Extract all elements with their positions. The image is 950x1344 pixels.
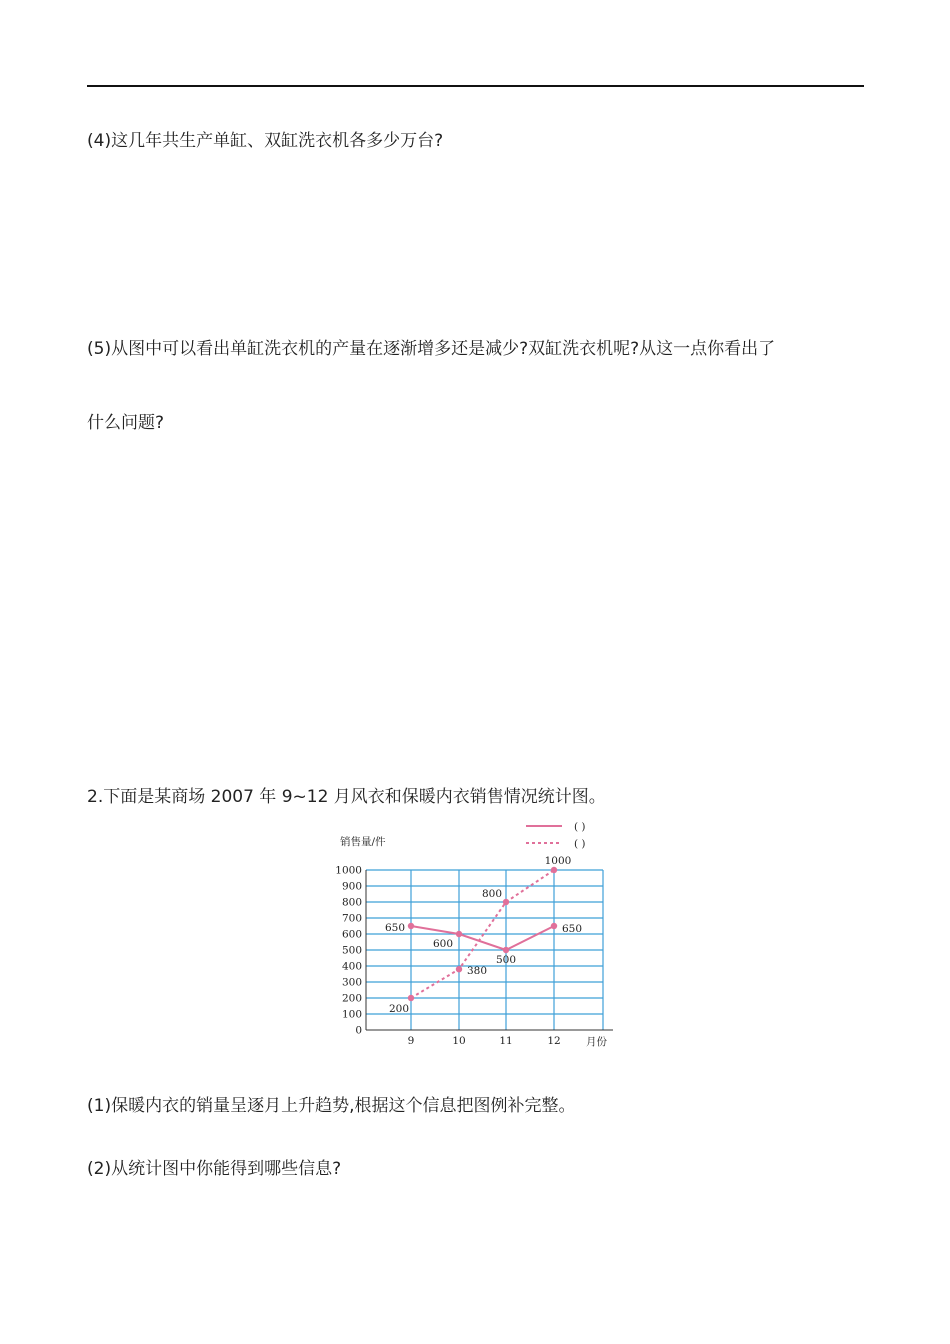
data-point	[551, 867, 557, 873]
y-tick-label: 600	[341, 928, 362, 941]
x-axis-label: 月份	[586, 1036, 607, 1048]
y-tick-label: 1000	[335, 864, 362, 877]
y-axis-label: 销售量/件	[340, 836, 386, 848]
question-4: (4)这几年共生产单缸、双缸洗衣机各多少万台?	[87, 131, 444, 151]
y-tick-label: 400	[341, 960, 362, 973]
data-label: 500	[495, 954, 517, 966]
chart-legend	[526, 821, 586, 850]
y-tick-label: 200	[341, 992, 362, 1005]
y-tick-label: 900	[341, 880, 362, 893]
data-point	[551, 923, 557, 929]
y-tick-label: 300	[341, 976, 362, 989]
question-5-line-1: (5)从图中可以看出单缸洗衣机的产量在逐渐增多还是减少?双缸洗衣机呢?从这一点你看出了	[87, 339, 776, 359]
legend-label: ( )	[574, 821, 586, 833]
y-tick-label: 0	[355, 1024, 362, 1037]
question-5-line-2: 什么问题?	[87, 413, 165, 433]
data-label: 380	[467, 965, 488, 978]
legend-label: ( )	[574, 838, 586, 850]
data-point	[456, 931, 462, 937]
chart-ticks	[335, 865, 560, 1048]
data-point	[503, 899, 509, 905]
x-tick-label: 12	[547, 1035, 561, 1047]
line-chart	[330, 812, 620, 1057]
x-tick-label: 9	[407, 1035, 415, 1047]
data-label: 650	[562, 923, 583, 935]
problem-2-question-1: (1)保暖内衣的销量呈逐月上升趋势,根据这个信息把图例补完整。	[87, 1096, 576, 1116]
x-tick-label: 11	[499, 1035, 513, 1047]
data-point	[408, 995, 414, 1001]
data-label: 600	[432, 938, 454, 950]
y-tick-label: 100	[341, 1008, 362, 1021]
x-tick-label: 10	[452, 1035, 466, 1047]
y-tick-label: 500	[341, 944, 362, 957]
data-label: 650	[384, 922, 406, 934]
data-label: 1000	[544, 855, 572, 867]
y-tick-label: 700	[341, 912, 362, 925]
problem-2-intro: 2.下面是某商场 2007 年 9~12 月风衣和保暖内衣销售情况统计图。	[87, 787, 606, 807]
chart-series	[385, 855, 582, 1015]
data-label: 800	[481, 888, 503, 900]
data-point	[456, 966, 462, 972]
y-tick-label: 800	[341, 896, 362, 909]
data-point	[408, 923, 414, 929]
data-label: 200	[388, 1003, 410, 1015]
header-rule	[87, 85, 864, 87]
data-point	[503, 947, 509, 953]
problem-2-question-2: (2)从统计图中你能得到哪些信息?	[87, 1159, 342, 1179]
